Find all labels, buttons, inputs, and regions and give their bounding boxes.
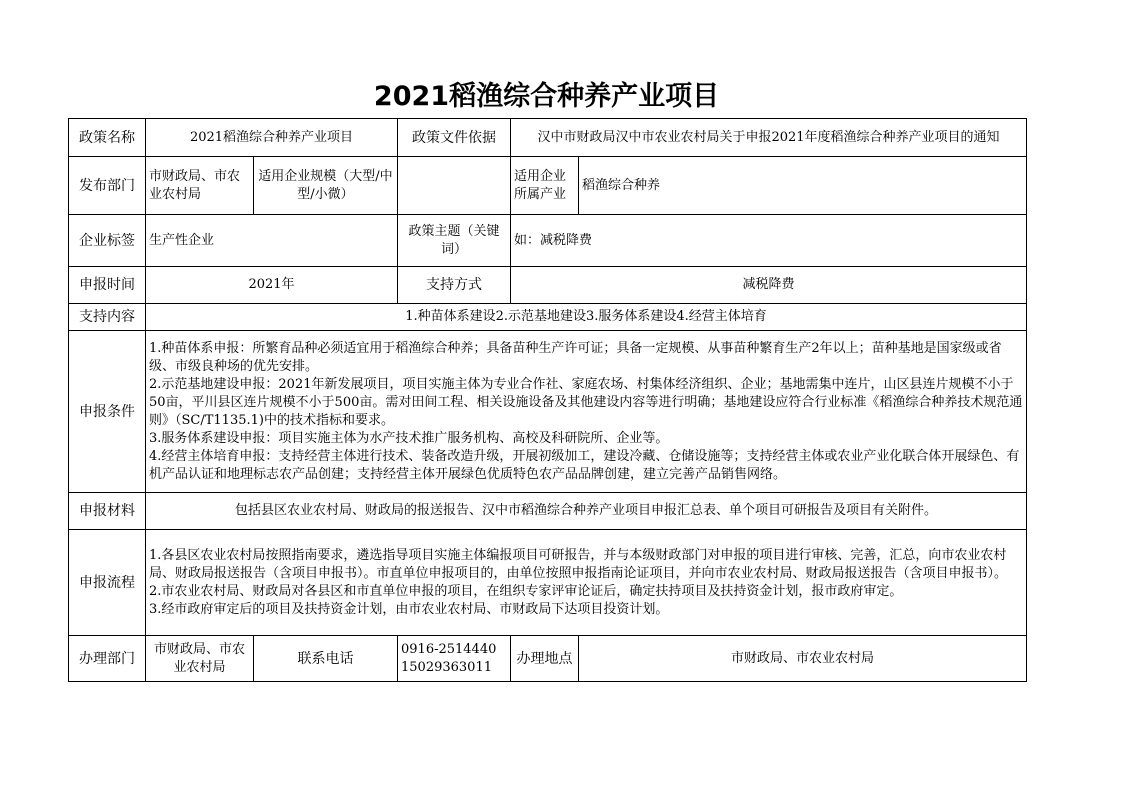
policy-name-value: 2021稻渔综合种养产业项目 [146, 119, 398, 157]
office-label: 办理部门 [69, 636, 146, 682]
phone-number: 0916-2514440 [401, 641, 497, 657]
row-apply-time [69, 267, 1027, 304]
support-content-value: 1.种苗体系建设2.示范基地建设3.服务体系建设4.经营主体培育 [146, 304, 1027, 331]
process-value [146, 530, 1027, 636]
phone-value [398, 636, 511, 682]
materials-value: 包括县区农业农村局、财政局的报送报告、汉中市稻渔综合种养产业项目申报汇总表、单个项目可研报告及项目有关附件。 [146, 493, 1027, 530]
row-materials [69, 493, 1027, 530]
phone-label: 联系电话 [254, 636, 398, 682]
page-title: 2021稻渔综合种养产业项目 [373, 81, 720, 112]
policy-name-label: 政策名称 [69, 119, 146, 157]
conditions-label: 申报条件 [69, 331, 146, 493]
materials-label: 申报材料 [69, 493, 146, 530]
row-conditions [69, 331, 1027, 493]
industry-label: 适用企业所属产业 [511, 157, 579, 215]
condition-item: 3.服务体系建设申报：项目实施主体为水产技术推广服务机构、高校及科研院所、企业等。 [149, 430, 669, 446]
enterprise-scale-label: 适用企业规模（大型/中型/小微） [254, 157, 398, 215]
process-label: 申报流程 [69, 530, 146, 636]
department-label: 发布部门 [69, 157, 146, 215]
process-item: 3.经市政府审定后的项目及扶持资金计划，由市农业农村局、市财政局下达项目投资计划。 [149, 601, 669, 617]
row-office [69, 636, 1027, 682]
row-department [69, 157, 1027, 215]
support-method-label: 支持方式 [398, 267, 511, 304]
department-value: 市财政局、市农业农村局 [146, 157, 254, 215]
row-support-content [69, 304, 1027, 331]
conditions-value [146, 331, 1027, 493]
condition-item: 4.经营主体培育申报：支持经营主体进行技术、装备改造升级，开展初级加工，建设冷藏、仓储设施等；支持经营主体或农业产业化联合体开展绿色、有机产品认证和地理标志农产品创建；支持经营主体开展绿色优质特色农产品品牌创建，建立完善产品销售网络。 [149, 448, 1020, 482]
row-process [69, 530, 1027, 636]
policy-basis-label: 政策文件依据 [398, 119, 511, 157]
enterprise-tag-value: 生产性企业 [146, 215, 398, 267]
apply-time-value: 2021年 [146, 267, 398, 304]
policy-theme-value: 如：减税降费 [511, 215, 1027, 267]
support-content-label: 支持内容 [69, 304, 146, 331]
policy-table [68, 118, 1027, 682]
policy-basis-value: 汉中市财政局汉中市农业农村局关于申报2021年度稻渔综合种养产业项目的通知 [511, 119, 1027, 157]
address-value: 市财政局、市农业农村局 [579, 636, 1027, 682]
apply-time-label: 申报时间 [69, 267, 146, 304]
condition-item: 1.种苗体系申报：所繁育品种必须适宜用于稻渔综合种养；具备苗种生产许可证；具备一定规模、从事苗种繁育生产2年以上；苗种基地是国家级或省级、市级良种场的优先安排。 [149, 340, 1002, 374]
phone-number: 15029363011 [401, 659, 492, 675]
condition-item: 2.示范基地建设申报：2021年新发展项目，项目实施主体为专业合作社、家庭农场、村集体经济组织、企业；基地需集中连片，山区县连片规模不小于50亩，平川县区连片规模不小于500亩。需对田间工程、相关设施设备及其他建设内容等进行明确；基地建设应符合行业标准《稻渔综合种养技术规范通则》（SC/T1135.1)中的技术指标和要求。 [149, 376, 1023, 428]
process-item: 1.各县区农业农村局按照指南要求，遴选指导项目实施主体编报项目可研报告，并与本级财政部门对申报的项目进行审核、完善，汇总，向市农业农村局、财政局报送报告（含项目申报书）。市直单位申报项目的，由单位按照申报指南论证项目，并向市农业农村局、财政局报送报告（含项目申报书）。 [149, 547, 1008, 581]
process-item: 2.市农业农村局、财政局对各县区和市直单位申报的项目，在组织专家评审论证后，确定扶持项目及扶持资金计划，报市政府审定。 [149, 583, 903, 599]
office-value: 市财政局、市农业农村局 [146, 636, 254, 682]
enterprise-scale-value [398, 157, 511, 215]
enterprise-tag-label: 企业标签 [69, 215, 146, 267]
row-enterprise-tag [69, 215, 1027, 267]
policy-theme-label: 政策主题（关键词） [398, 215, 511, 267]
industry-value: 稻渔综合种养 [579, 157, 1027, 215]
row-policy-name [69, 119, 1027, 157]
support-method-value: 减税降费 [511, 267, 1027, 304]
address-label: 办理地点 [511, 636, 579, 682]
